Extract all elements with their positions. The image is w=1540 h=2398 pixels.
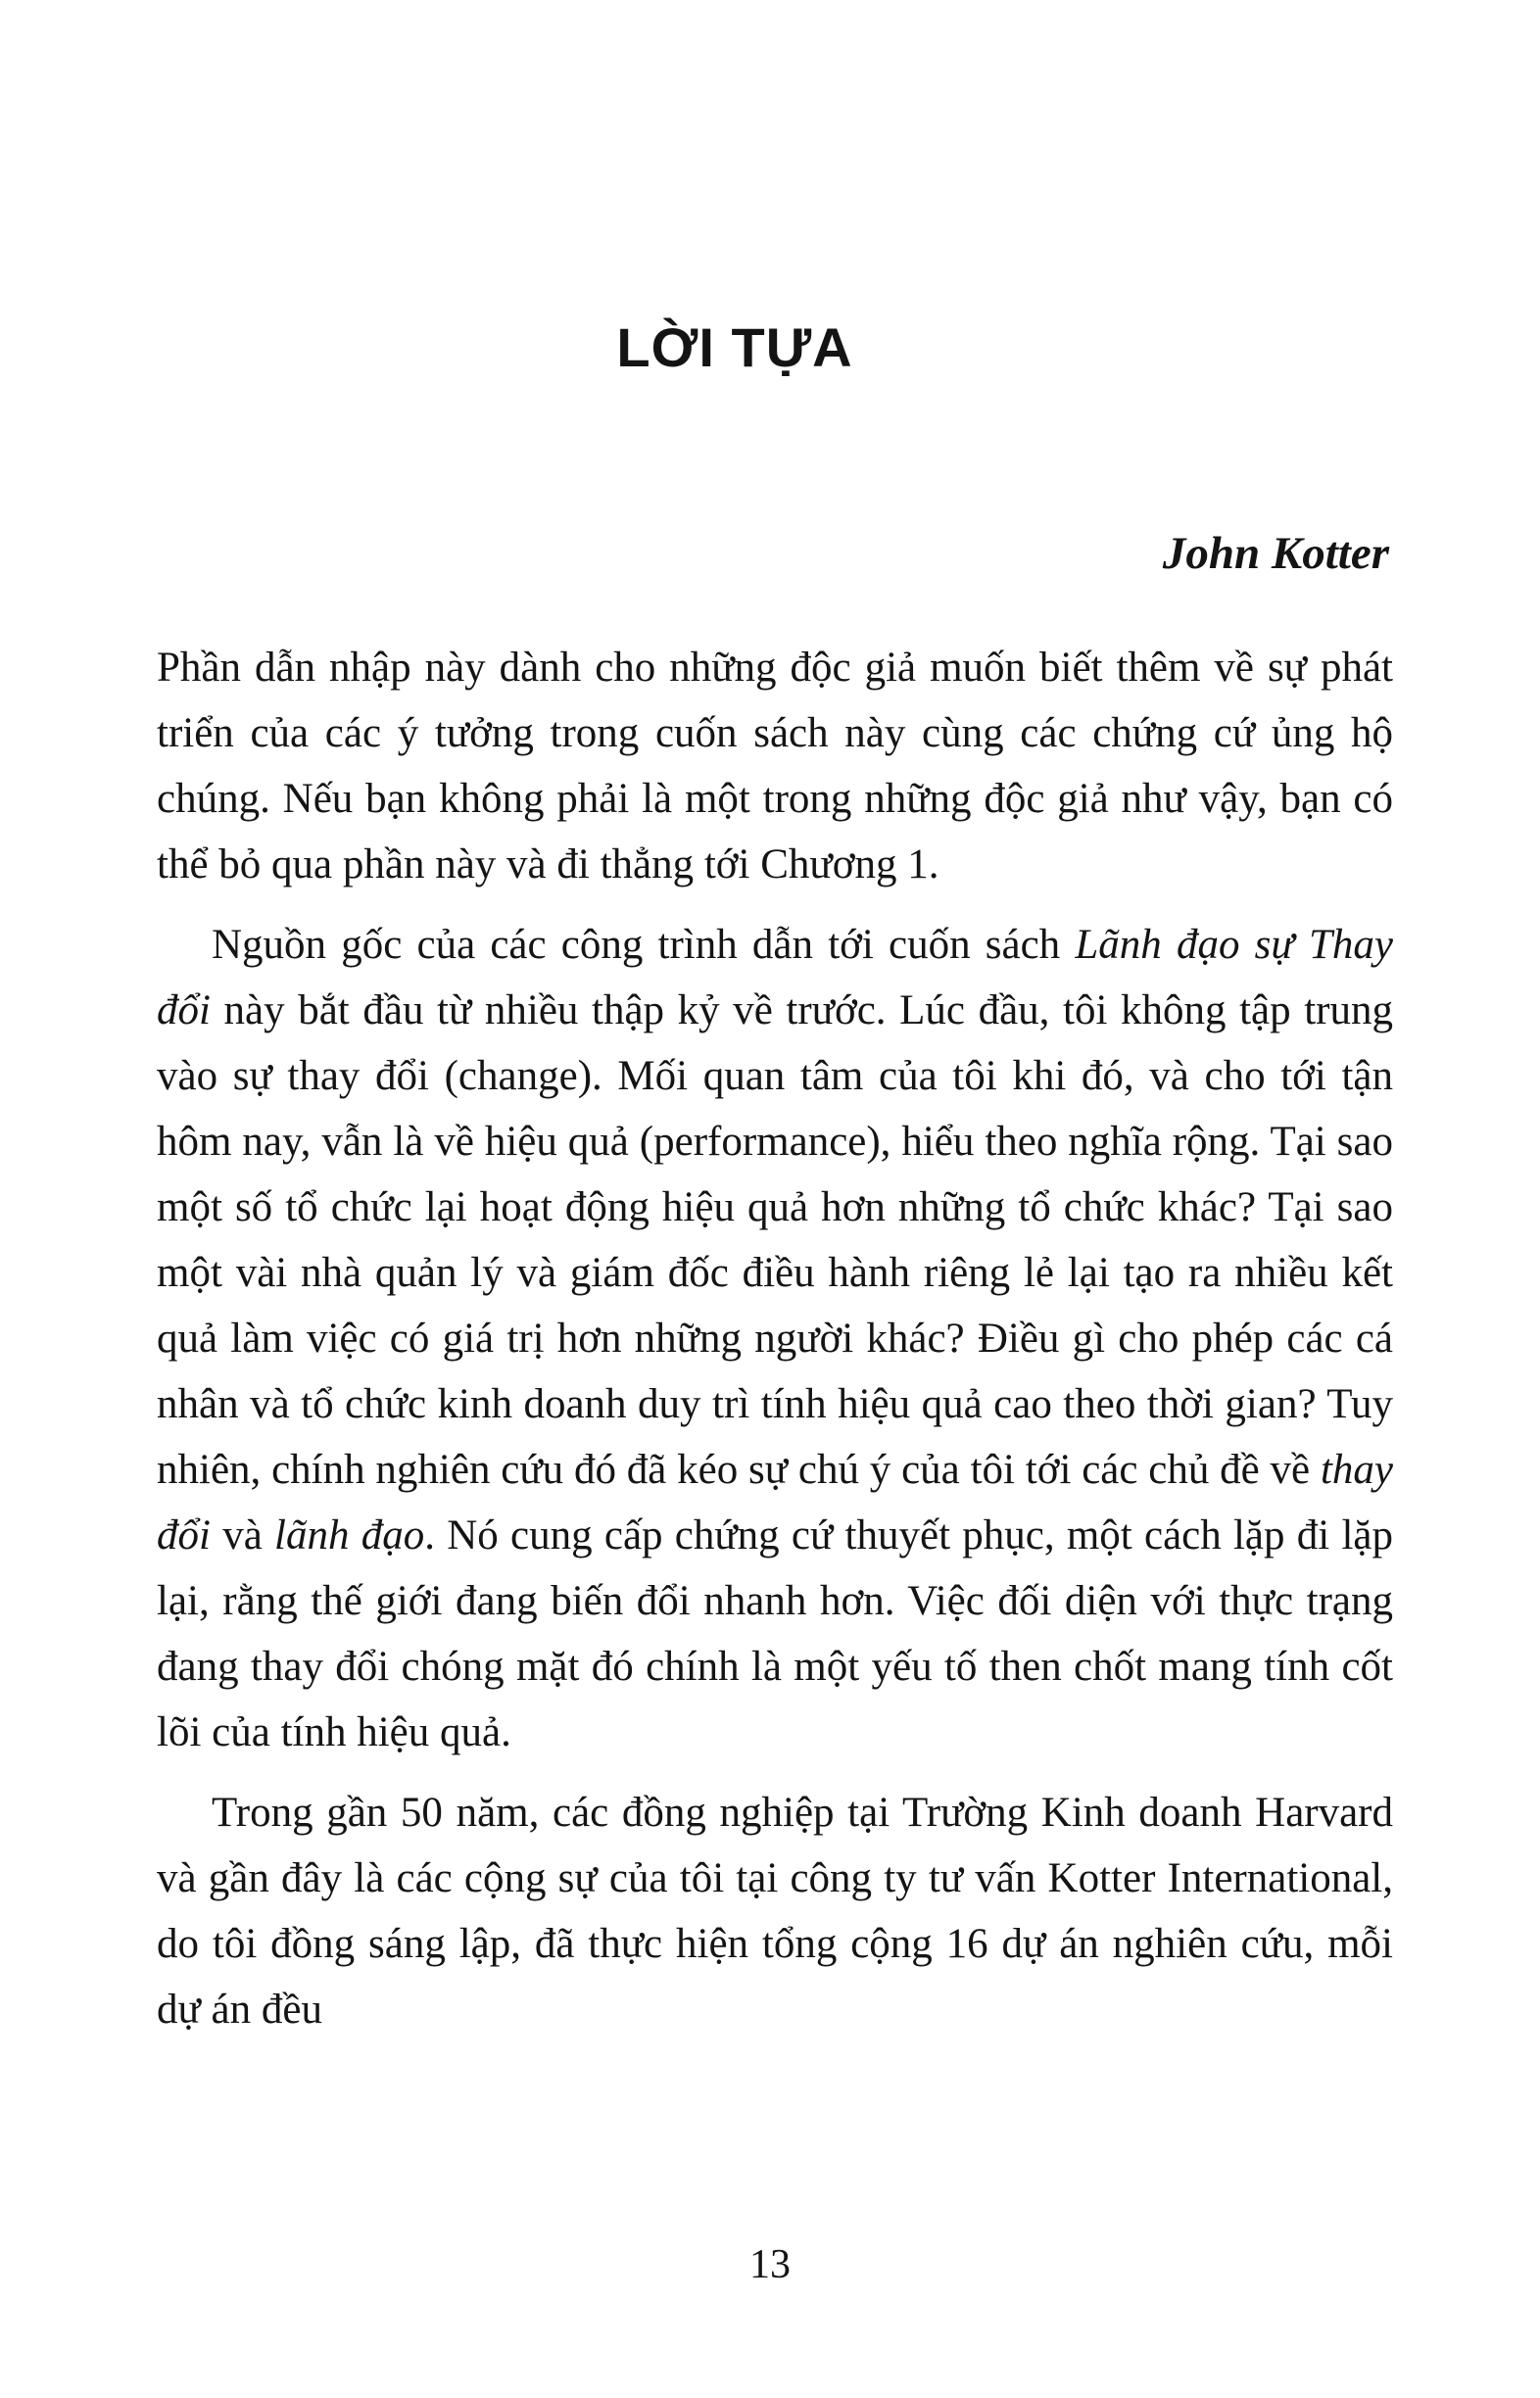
- page-title: LỜI TỰA: [616, 316, 853, 378]
- body-text: [157, 635, 1393, 2057]
- italic-text-run: Lãnh đạo sự Thay đổi: [157, 922, 1393, 1033]
- author-name: John Kotter: [1162, 528, 1389, 579]
- paragraph: [157, 912, 1393, 1765]
- text-run: này bắt đầu từ nhiều thập kỷ về trước. Lúc đầu, tôi không tập trung vào sự thay đổi (change). Mối quan tâm của tôi khi đó, và cho tới tận hôm nay, vẫn là về hiệu quả (performance), hiểu theo nghĩa rộng. Tại sao một số tổ chức lại hoạt động hiệu quả hơn những tổ chức khác? Tại sao một vài nhà quản lý và giám đốc điều hành riêng lẻ lại tạo ra nhiều kết quả làm việc có giá trị hơn những người khác? Điều gì cho phép các cá nhân và tổ chức kinh doanh duy trì tính hiệu quả cao theo thời gian? Tuy nhiên, chính nghiên cứu đó đã kéo sự chú ý của tôi tới các chủ đề về: [157, 987, 1393, 1493]
- text-run: . Nó cung cấp chứng cứ thuyết phục, một cách lặp đi lặp lại, rằng thế giới đang biến đổi nhanh hơn. Việc đối diện với thực trạng đang thay đổi chóng mặt đó chính là một yếu tố then chốt mang tính cốt lõi của tính hiệu quả.: [157, 1512, 1393, 1755]
- paragraph: [157, 635, 1393, 897]
- text-run: Trong gần 50 năm, các đồng nghiệp tại Trường Kinh doanh Harvard và gần đây là các cộng sự của tôi tại công ty tư vấn Kotter International, do tôi đồng sáng lập, đã thực hiện tổng cộng 16 dự án nghiên cứu, mỗi dự án đều: [157, 1790, 1393, 2033]
- italic-text-run: lãnh đạo: [274, 1512, 425, 1559]
- text-run: Nguồn gốc của các công trình dẫn tới cuốn sách: [212, 922, 1076, 968]
- page-number: 13: [749, 2242, 791, 2287]
- text-run: Phần dẫn nhập này dành cho những độc giả muốn biết thêm về sự phát triển của các ý tưởng trong cuốn sách này cùng các chứng cứ ủng hộ chúng. Nếu bạn không phải là một trong những độc giả như vậy, bạn có thể bỏ qua phần này và đi thẳng tới Chương 1.: [157, 645, 1393, 887]
- paragraph: [157, 1780, 1393, 2042]
- italic-text-run: thay đổi: [157, 1447, 1393, 1559]
- text-run: và: [210, 1512, 275, 1559]
